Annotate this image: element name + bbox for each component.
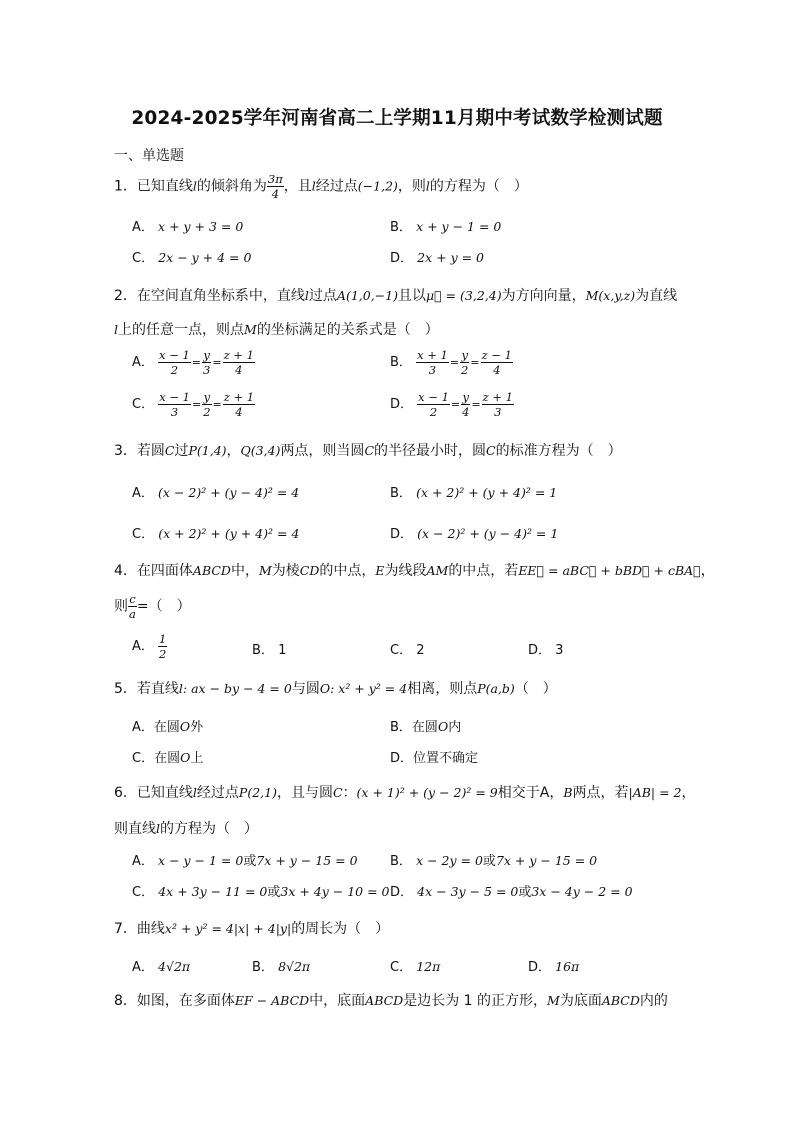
option-text: 或 xyxy=(482,854,496,869)
option-letter: D． xyxy=(528,643,552,658)
q2-text: 为直线 xyxy=(635,288,678,304)
equals-sign: = xyxy=(449,356,460,369)
q4-math: CD xyxy=(299,563,320,578)
question-7 xyxy=(114,918,389,938)
q3-math: C xyxy=(486,443,496,458)
q6-text: ， xyxy=(549,785,564,801)
option-letter: A． xyxy=(132,220,154,235)
question-1 xyxy=(114,172,528,201)
q4-math: EE⃗ = aBC⃗ + bBD⃗ + cBA⃗ xyxy=(518,563,701,578)
option-math: 7x + y − 15 = 0 xyxy=(495,853,598,868)
q6-text: 相交于 xyxy=(497,785,540,801)
q3-math: C xyxy=(364,443,375,458)
fraction-numerator: z + 1 xyxy=(482,390,513,404)
option-math: 4x − 3y − 5 = 0 xyxy=(417,884,519,899)
q4-text: 为线段 xyxy=(384,563,427,579)
q3-text: 过 xyxy=(174,443,189,459)
fraction-numerator: y xyxy=(461,348,468,362)
equals-sign: = xyxy=(450,398,461,411)
option-letter: D． xyxy=(390,885,414,900)
fraction-numerator: x − 1 xyxy=(159,348,190,362)
q5-text: 与圆 xyxy=(291,681,320,697)
q7-text: 7．曲线 xyxy=(114,921,165,937)
option-letter: B． xyxy=(252,643,274,658)
q3-text: 的半径最小时，圆 xyxy=(374,443,487,459)
q1-option-c xyxy=(132,247,251,266)
equals-sign: = xyxy=(470,356,480,369)
q4-math: E xyxy=(375,563,385,578)
fraction-numerator: x + 1 xyxy=(417,348,448,362)
fraction xyxy=(460,348,469,377)
fraction-denominator: 2 xyxy=(170,363,179,377)
q2-option-b xyxy=(390,348,513,377)
option-math: O xyxy=(437,719,449,734)
q2-math: l xyxy=(304,288,309,303)
q6-text: ，且与圆 xyxy=(276,785,333,801)
fraction-numerator: z + 1 xyxy=(223,390,255,404)
q2-text: 2．在空间直角坐标系中，直线 xyxy=(114,288,305,304)
option-letter: C． xyxy=(132,885,155,900)
question-3 xyxy=(114,440,622,460)
fraction xyxy=(202,390,211,419)
q5-option-b xyxy=(390,716,461,735)
section-heading: 一、单选题 xyxy=(114,148,184,164)
option-text: 或 xyxy=(518,885,532,900)
q1-text: 经过点 xyxy=(315,178,358,195)
fraction xyxy=(158,632,167,661)
q6-math: l xyxy=(156,821,160,836)
q7-option-d xyxy=(528,956,579,975)
q1-math: l xyxy=(425,178,430,194)
q4-text: 则 xyxy=(114,598,128,615)
option-math: 12π xyxy=(416,959,441,974)
q2-math: M xyxy=(244,322,257,337)
q5-math: P(a,b) xyxy=(477,681,515,696)
option-math: 4√2π xyxy=(158,959,191,974)
option-letter: C． xyxy=(390,960,413,975)
option-letter: D． xyxy=(528,960,552,975)
q7-option-b xyxy=(252,956,310,975)
option-text: 或 xyxy=(267,885,281,900)
q5-math: O: x² + y² = 4 xyxy=(319,681,408,696)
q2-math: M(x,y,z) xyxy=(585,288,636,303)
q2-math: l xyxy=(114,322,118,337)
q6-text: ， xyxy=(681,785,696,801)
fraction xyxy=(128,592,137,621)
option-letter: B． xyxy=(390,220,412,235)
option-letter: C． xyxy=(390,643,413,658)
question-2-line-2 xyxy=(114,319,439,339)
q2-text: 上的任意一点，则点 xyxy=(118,322,244,338)
fraction-numerator: y xyxy=(462,390,470,404)
fraction-denominator: 3 xyxy=(428,363,437,377)
q4-text: 的中点， xyxy=(319,563,376,579)
equals-sign: = xyxy=(191,356,202,369)
q4-option-c xyxy=(390,639,425,658)
q8-text: 中，底面 xyxy=(309,993,366,1009)
q2-text: 且以 xyxy=(397,288,426,304)
q3-math: P(1,4) xyxy=(188,443,227,458)
option-letter: B． xyxy=(252,960,274,975)
option-math: 4x + 3y − 11 = 0 xyxy=(158,884,268,899)
option-math: (x − 2)² + (y − 4)² = 4 xyxy=(158,485,300,500)
option-math: O xyxy=(180,750,191,765)
option-math: 8√2π xyxy=(278,959,311,974)
fraction-numerator: z − 1 xyxy=(481,348,512,362)
q4-text: 4．在四面体 xyxy=(114,563,193,579)
option-math: x − 2y = 0 xyxy=(416,853,483,868)
q4-text: ， xyxy=(700,563,715,579)
q6-option-c xyxy=(132,881,390,900)
q8-text: 8．如图，在多面体 xyxy=(114,993,235,1009)
equals-sign: = xyxy=(191,398,202,411)
q6-text: 6．已知直线 xyxy=(114,785,193,801)
option-letter: D． xyxy=(390,397,414,412)
q3-math: Q(3,4) xyxy=(240,443,281,458)
question-8 xyxy=(114,990,668,1010)
fraction xyxy=(223,390,255,419)
fraction-denominator: 4 xyxy=(235,363,243,377)
q5-math: l: ax − by − 4 = 0 xyxy=(178,681,292,696)
q8-text: 是边长为 1 的正方形， xyxy=(403,993,548,1009)
fraction xyxy=(158,348,191,377)
fraction-numerator: z + 1 xyxy=(223,348,254,362)
q2-text: 过点 xyxy=(308,288,337,304)
q8-math: EF − ABCD xyxy=(234,993,310,1008)
fraction-denominator: 4 xyxy=(271,187,280,201)
option-letter: A． xyxy=(132,960,154,975)
option-text: 外 xyxy=(190,720,204,735)
option-letter: C． xyxy=(132,397,155,412)
page-title: 2024-2025学年河南省高二上学期11月期中考试数学检测试题 xyxy=(131,108,663,129)
option-math: 3x − 4y − 2 = 0 xyxy=(531,884,633,899)
q4-text: 的中点，若 xyxy=(448,563,519,579)
option-letter: D． xyxy=(390,251,414,266)
q6-text: 的方程为（ ） xyxy=(160,821,258,837)
q2-option-c xyxy=(132,390,255,419)
fraction-numerator: y xyxy=(203,348,210,362)
option-math: 2x − y + 4 = 0 xyxy=(158,250,252,265)
option-math: (x − 2)² + (y − 4)² = 1 xyxy=(417,526,559,541)
q1-text: ，且 xyxy=(283,178,312,195)
q1-text: 的倾斜角为 xyxy=(196,178,267,195)
fraction xyxy=(416,348,449,377)
q6-math: P(2,1) xyxy=(238,785,277,800)
option-text: 在圆 xyxy=(153,720,180,735)
fraction xyxy=(481,348,513,377)
q3-option-d xyxy=(390,523,558,542)
question-2 xyxy=(114,285,677,305)
q5-option-d xyxy=(390,747,478,766)
q5-text: 5．若直线 xyxy=(114,681,179,697)
equals-sign: = xyxy=(471,398,481,411)
q8-math: ABCD xyxy=(601,993,640,1008)
fraction xyxy=(223,348,255,377)
q1-text: ，则 xyxy=(397,178,426,195)
question-5 xyxy=(114,678,557,698)
q4-math: M xyxy=(258,563,272,578)
q6-math: |AB| = 2 xyxy=(628,785,682,800)
q7-math: x² + y² = 4|x| + 4|y| xyxy=(164,921,292,936)
q1-math: l xyxy=(311,178,316,194)
q8-math: ABCD xyxy=(365,993,404,1008)
option-text: 位置不确定 xyxy=(413,751,479,766)
fraction-denominator: 2 xyxy=(461,363,469,377)
fraction xyxy=(461,390,470,419)
equals-sign: = xyxy=(212,398,222,411)
option-text: 在圆 xyxy=(411,720,438,735)
option-math: O xyxy=(179,719,191,734)
option-text: 内 xyxy=(448,720,462,735)
question-6-line-2 xyxy=(114,818,258,838)
q4-text: =（ ） xyxy=(136,598,191,615)
fraction-denominator: a xyxy=(129,607,136,621)
q7-option-c xyxy=(390,956,440,975)
q8-text: 内的 xyxy=(639,993,668,1009)
q5-option-c xyxy=(132,747,203,766)
q4-text: 为棱 xyxy=(271,563,300,579)
q6-math: l xyxy=(192,785,197,800)
fraction-numerator: c xyxy=(129,592,136,606)
fraction-denominator: 4 xyxy=(493,363,501,377)
q6-text: 两点，若 xyxy=(572,785,629,801)
option-math: 16π xyxy=(555,959,580,974)
q6-math: B xyxy=(563,785,573,800)
q6-math: C xyxy=(332,785,343,800)
fraction xyxy=(158,390,191,419)
q2-math: A(1,0,−1) xyxy=(336,288,398,303)
fraction-denominator: 4 xyxy=(235,405,243,419)
q4-option-d xyxy=(528,639,563,658)
fraction-denominator: 4 xyxy=(462,405,470,419)
q2-option-d xyxy=(390,390,514,419)
q2-option-a xyxy=(132,348,255,377)
q6-math: (x + 1)² + (y − 2)² = 9 xyxy=(356,785,498,800)
option-value: 2 xyxy=(416,643,425,658)
option-value: 1 xyxy=(278,643,287,658)
option-math: x − y − 1 = 0 xyxy=(158,853,244,868)
option-math: (x + 2)² + (y + 4)² = 4 xyxy=(158,526,300,541)
q5-option-a xyxy=(132,716,203,735)
fraction-numerator: 1 xyxy=(159,632,167,646)
q5-text: 相离，则点 xyxy=(407,681,478,697)
q3-text: 3．若圆 xyxy=(114,443,165,459)
option-letter: A． xyxy=(132,639,154,654)
q4-option-a xyxy=(132,632,167,661)
q1-fraction xyxy=(267,172,284,201)
question-4 xyxy=(114,560,715,580)
q4-math: AM xyxy=(426,563,449,578)
fraction xyxy=(417,390,450,419)
q2-text: 的坐标满足的关系式是（ ） xyxy=(256,322,439,338)
q4-option-b xyxy=(252,639,286,658)
equals-sign: = xyxy=(212,356,222,369)
q1-option-a xyxy=(132,216,243,235)
question-4-line-2 xyxy=(114,592,191,621)
fraction-numerator: y xyxy=(203,390,211,404)
option-letter: C． xyxy=(132,251,155,266)
q7-option-a xyxy=(132,956,190,975)
q3-text: ， xyxy=(226,443,241,459)
q5-text: （ ） xyxy=(514,681,557,697)
fraction xyxy=(202,348,211,377)
q8-text: 为底面 xyxy=(559,993,602,1009)
option-math: 3x + 4y − 10 = 0 xyxy=(280,884,390,899)
fraction-denominator: 3 xyxy=(203,363,211,377)
q3-option-a xyxy=(132,482,299,501)
option-math: 2x + y = 0 xyxy=(417,250,485,265)
q1-option-d xyxy=(390,247,484,266)
option-letter: C． xyxy=(132,527,155,542)
q6-text: ： xyxy=(342,785,357,801)
q4-text: 中， xyxy=(230,563,259,579)
q1-math: l xyxy=(192,178,197,194)
fraction-denominator: 2 xyxy=(429,405,438,419)
q8-math: M xyxy=(547,993,560,1008)
option-letter: D． xyxy=(390,527,414,542)
fraction-denominator: 2 xyxy=(159,647,167,661)
q3-text: 两点，则当圆 xyxy=(280,443,365,459)
option-math: x + y + 3 = 0 xyxy=(158,219,244,234)
q3-option-c xyxy=(132,523,299,542)
option-letter: A． xyxy=(132,720,154,735)
option-letter: A． xyxy=(132,854,154,869)
q1-option-b xyxy=(390,216,501,235)
q6-text: 则直线 xyxy=(114,821,156,837)
q6-option-d xyxy=(390,881,633,900)
option-letter: A． xyxy=(132,355,154,370)
fraction-denominator: 3 xyxy=(170,405,179,419)
q3-option-b xyxy=(390,482,557,501)
option-text: 或 xyxy=(243,854,257,869)
q1-math: (−1,2) xyxy=(357,178,398,194)
q1-text: 1．已知直线 xyxy=(114,178,193,195)
option-letter: B． xyxy=(390,355,412,370)
q3-math: C xyxy=(164,443,175,458)
fraction-numerator: x − 1 xyxy=(418,390,449,404)
q1-text: 的方程为（ ） xyxy=(429,178,528,195)
q2-math: μ⃗ = (3,2,4) xyxy=(425,288,502,303)
fraction-denominator: 2 xyxy=(203,405,211,419)
option-letter: B． xyxy=(390,720,412,735)
option-text: 上 xyxy=(190,751,204,766)
fraction-denominator: 3 xyxy=(494,405,502,419)
option-letter: D． xyxy=(390,751,414,766)
q3-text: 的标准方程为（ ） xyxy=(495,443,622,459)
q6-text: 经过点 xyxy=(196,785,239,801)
option-math: (x + 2)² + (y + 4)² = 1 xyxy=(416,485,558,500)
q4-math: ABCD xyxy=(192,563,231,578)
q2-text: 为方向向量， xyxy=(501,288,586,304)
option-value: 3 xyxy=(555,643,564,658)
option-letter: B． xyxy=(390,486,412,501)
q7-text: 的周长为（ ） xyxy=(291,921,390,937)
question-6 xyxy=(114,782,696,802)
fraction-numerator: 3π xyxy=(267,172,283,186)
fraction xyxy=(482,390,514,419)
option-text: 在圆 xyxy=(154,751,181,766)
option-letter: B． xyxy=(390,854,412,869)
fraction-numerator: x − 1 xyxy=(159,390,190,404)
q6-option-b xyxy=(390,850,597,869)
option-math: 7x + y − 15 = 0 xyxy=(256,853,358,868)
option-letter: A． xyxy=(132,486,154,501)
option-math: x + y − 1 = 0 xyxy=(416,219,502,234)
option-letter: C． xyxy=(132,751,155,766)
q6-text: A xyxy=(539,785,550,801)
q6-option-a xyxy=(132,850,358,869)
